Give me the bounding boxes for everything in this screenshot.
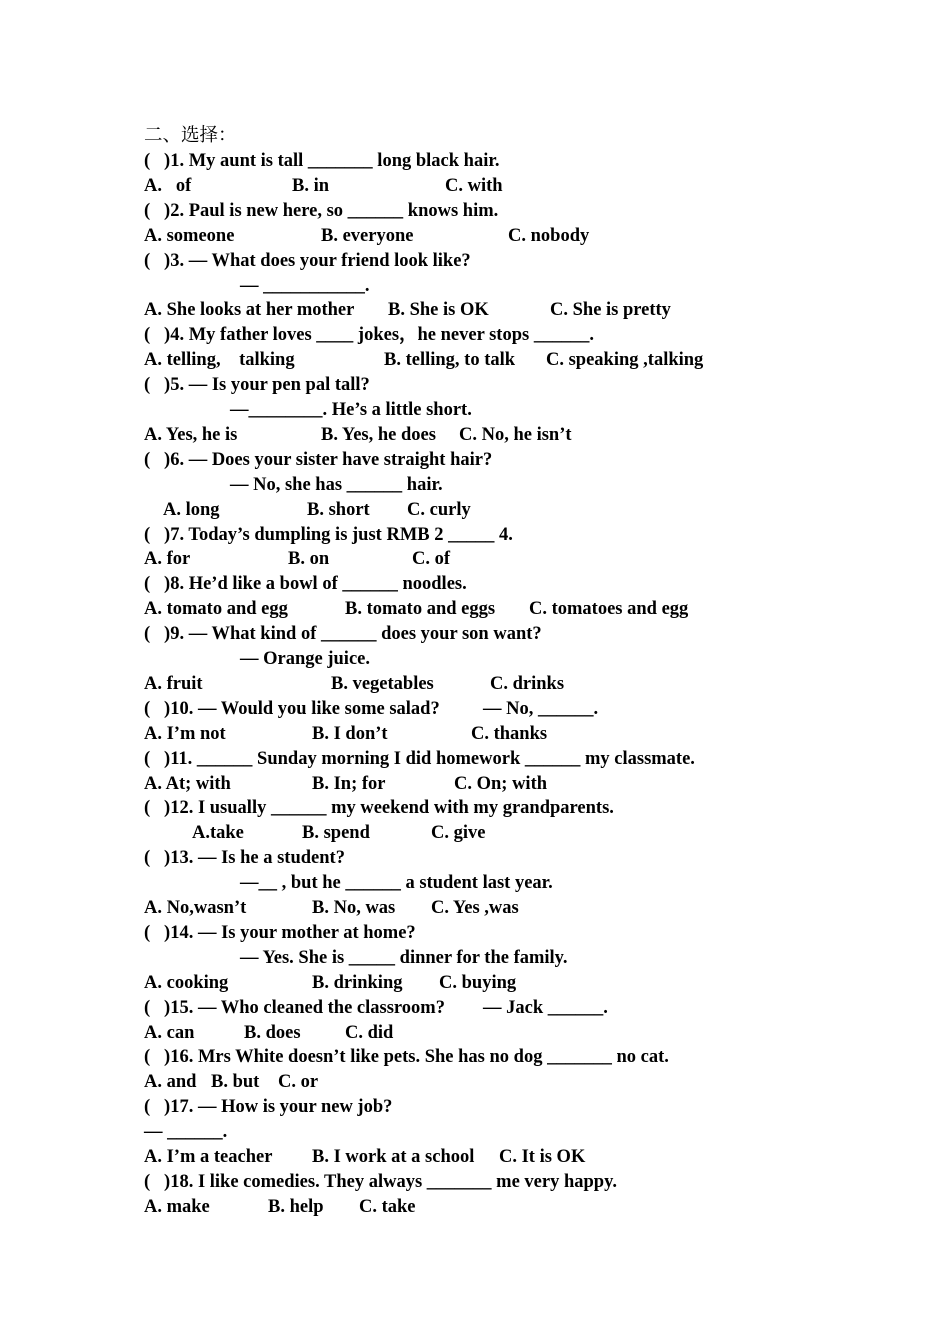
question-text: — Yes. She is _____ dinner for the family.	[240, 947, 568, 968]
option-b: B. telling, to talk	[384, 350, 516, 371]
option-b: B. spend	[302, 823, 370, 844]
option-b: B. Yes, he does	[321, 424, 436, 445]
options-row	[144, 1195, 910, 1220]
question-text: ( )2. Paul is new here, so ______ knows him.	[144, 200, 499, 221]
question-row	[144, 1120, 910, 1145]
option-a: A.take	[192, 823, 244, 844]
option-a: A. of	[144, 175, 192, 196]
option-b: B. everyone	[321, 225, 414, 246]
question-text: — Orange juice.	[240, 649, 370, 669]
option-c: C. with	[445, 175, 503, 196]
option-b: B. but	[211, 1072, 260, 1093]
option-a: A. long	[163, 499, 220, 520]
option-a: A. for	[144, 549, 191, 570]
question-text: ( )13. — Is he a student?	[144, 848, 345, 869]
option-a: A. fruit	[144, 673, 203, 694]
question-row	[144, 622, 910, 647]
question-text: ( )11. ______ Sunday morning I did homework ______ my classmate.	[144, 748, 695, 769]
question-row	[144, 249, 910, 274]
options-row	[144, 224, 910, 249]
option-c: C. On; with	[454, 773, 548, 794]
option-a: A. someone	[144, 225, 235, 246]
section-heading: 二、选择：	[144, 126, 237, 146]
question-row	[144, 473, 910, 498]
option-c: C. take	[359, 1196, 416, 1217]
option-c: C. or	[278, 1072, 319, 1093]
option-c: C. tomatoes and egg	[529, 599, 689, 620]
question-text: ( )9. — What kind of ______ does your son want?	[144, 624, 542, 645]
option-b: B. She is OK	[388, 300, 489, 321]
options-row	[144, 348, 910, 373]
option-a: A. can	[144, 1022, 195, 1043]
question-row	[144, 846, 910, 871]
option-c: C. buying	[439, 972, 517, 993]
option-b: B. on	[288, 549, 330, 570]
question-row	[144, 373, 910, 398]
question-text: ( )1. My aunt is tall _______ long black hair.	[144, 151, 500, 171]
question-text: ( )14. — Is your mother at home?	[144, 922, 416, 943]
option-a: A. I’m not	[144, 723, 226, 744]
option-a: A. make	[144, 1196, 210, 1217]
question-text: — ___________.	[240, 275, 370, 296]
option-c: C. nobody	[508, 225, 590, 246]
question-row	[144, 572, 910, 597]
question-row	[144, 647, 910, 672]
question-text: ( )3. — What does your friend look like?	[144, 250, 471, 271]
question-text: ( )16. Mrs White doesn’t like pets. She has no dog _______ no cat.	[144, 1047, 669, 1068]
option-a: A. No,wasn’t	[144, 898, 247, 918]
option-a: A. Yes, he is	[144, 424, 238, 445]
question-text: ( )6. — Does your sister have straight hair?	[144, 449, 493, 470]
option-c: C. of	[412, 549, 451, 570]
options-row	[144, 498, 910, 523]
question-text: — ______.	[144, 1122, 228, 1143]
option-b: B. in	[292, 175, 330, 196]
option-a: A. telling, talking	[144, 350, 295, 371]
option-b: B. does	[244, 1022, 301, 1043]
option-b: B. short	[307, 499, 370, 520]
option-c: C. drinks	[490, 673, 565, 694]
question-text: ( )12. I usually ______ my weekend with my grandparents.	[144, 798, 614, 819]
option-c: C. thanks	[471, 723, 548, 744]
options-row	[144, 1021, 910, 1046]
question-text: —________. He’s a little short.	[230, 400, 472, 420]
options-row	[144, 971, 910, 996]
option-a: A. She looks at her mother	[144, 300, 355, 321]
option-c: C. did	[345, 1022, 394, 1043]
option-c: C. She is pretty	[550, 300, 671, 321]
options-row	[144, 722, 910, 747]
options-row	[144, 672, 910, 697]
question-row	[144, 697, 910, 722]
options-row	[144, 298, 910, 323]
question-row	[144, 523, 910, 548]
question-row	[144, 796, 910, 821]
option-c: C. give	[431, 823, 486, 844]
question-text: — No, she has ______ hair.	[230, 474, 443, 495]
option-a: A. I’m a teacher	[144, 1147, 273, 1167]
question-row	[144, 921, 910, 946]
option-b: B. I don’t	[312, 723, 388, 744]
option-b: B. tomato and eggs	[345, 599, 496, 620]
options-row	[144, 896, 910, 921]
question-row	[144, 871, 910, 896]
question-row	[144, 747, 910, 772]
question-text: ( )15. — Who cleaned the classroom?	[144, 997, 445, 1018]
question-row	[144, 1045, 910, 1070]
options-row	[144, 423, 910, 448]
question-text: ( )8. He’d like a bowl of ______ noodles.	[144, 574, 467, 595]
question-row	[144, 996, 910, 1021]
question-row	[144, 1170, 910, 1195]
question-text: ( )10. — Would you like some salad?	[144, 698, 440, 719]
question-text: ( )17. — How is your new job?	[144, 1097, 393, 1118]
option-b: B. I work at a school	[312, 1147, 475, 1167]
question-row	[144, 274, 910, 299]
options-row	[144, 821, 910, 846]
option-c: C. Yes ,was	[431, 898, 519, 918]
option-b: B. drinking	[312, 972, 403, 993]
question-row	[144, 199, 910, 224]
question-row	[144, 323, 910, 348]
option-a: A. and	[144, 1072, 197, 1093]
option-c: C. No, he isn’t	[459, 424, 572, 445]
question-row	[144, 448, 910, 473]
question-text: ( )5. — Is your pen pal tall?	[144, 375, 370, 396]
option-b: B. No, was	[312, 898, 396, 918]
options-row	[144, 547, 910, 572]
option-a: A. At; with	[144, 773, 231, 794]
answer-text: — No, ______.	[483, 698, 599, 719]
option-b: B. In; for	[312, 773, 386, 794]
options-row	[144, 597, 910, 622]
option-b: B. help	[268, 1196, 324, 1217]
options-row	[144, 174, 910, 199]
options-row	[144, 1070, 910, 1095]
options-row	[144, 1145, 910, 1170]
option-c: C. curly	[407, 499, 471, 520]
question-text: ( )4. My father loves ____ jokes，he never stops ______.	[144, 325, 594, 346]
question-row	[144, 946, 910, 971]
option-c: C. speaking ,talking	[546, 350, 704, 371]
question-row	[144, 149, 910, 174]
option-a: A. tomato and egg	[144, 599, 288, 620]
question-text: ( )7. Today’s dumpling is just RMB 2 _____ 4.	[144, 524, 513, 545]
options-row	[144, 772, 910, 797]
question-row	[144, 398, 910, 423]
question-row	[144, 1095, 910, 1120]
option-b: B. vegetables	[331, 673, 434, 694]
question-text: ( )18. I like comedies. They always _______ me very happy.	[144, 1171, 617, 1192]
option-a: A. cooking	[144, 972, 229, 993]
answer-text: — Jack ______.	[483, 997, 608, 1018]
option-c: C. It is OK	[499, 1147, 586, 1167]
question-text: —__ , but he ______ a student last year.	[240, 873, 553, 894]
